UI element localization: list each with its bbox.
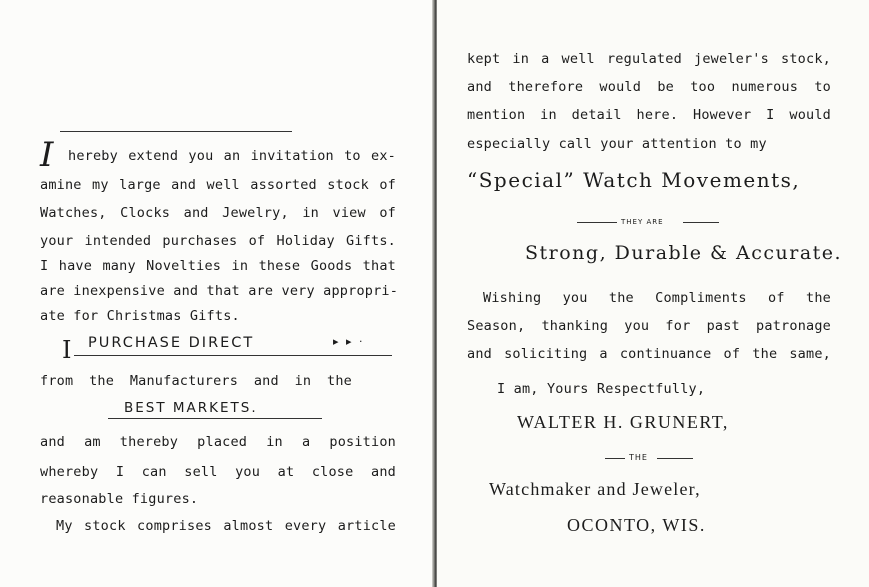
- manufacturers-line: from the Manufacturers and in the: [40, 373, 352, 389]
- wishing-line-1: Wishing you the Compliments of the: [483, 290, 831, 306]
- special-heading: “Special” Watch Movements,: [467, 168, 801, 192]
- right-page: [437, 0, 869, 587]
- purchase-arrows: ▸ ▸ ·: [333, 335, 365, 348]
- the-right-rule: [657, 458, 693, 459]
- they-are-left-rule: [577, 222, 617, 223]
- closing-line-1: and am thereby placed in a position: [40, 434, 396, 450]
- purchase-initial: I: [62, 336, 73, 364]
- wishing-line-2: Season, thanking you for past patronage: [467, 318, 831, 334]
- best-markets: BEST MARKETS.: [124, 400, 258, 416]
- intro-line-2: amine my large and well assorted stock of: [40, 177, 396, 193]
- intro-line-4: your intended purchases of Holiday Gifts.: [40, 233, 396, 249]
- purchase-underline: [74, 355, 392, 356]
- intro-line-1: hereby extend you an invitation to ex-: [68, 148, 396, 164]
- left-page: [0, 0, 433, 587]
- strong-heading: Strong, Durable & Accurate.: [525, 242, 843, 264]
- purchase-banner: PURCHASE DIRECT: [88, 335, 255, 351]
- top-line-3: mention in detail here. However I would: [467, 107, 831, 123]
- intro-line-6: are inexpensive and that are very appropri-: [40, 283, 399, 299]
- they-are-right-rule: [683, 222, 719, 223]
- wishing-line-3: and soliciting a continuance of the same,: [467, 346, 831, 362]
- top-line-4: especially call your attention to my: [467, 136, 767, 152]
- intro-line-5: I have many Novelties in these Goods that: [40, 258, 396, 274]
- signature-name: WALTER H. GRUNERT,: [517, 412, 729, 432]
- closing-line-2: whereby I can sell you at close and: [40, 464, 396, 480]
- drop-cap: I: [40, 135, 54, 175]
- intro-line-3: Watches, Clocks and Jewelry, in view of: [40, 205, 396, 221]
- best-markets-underline: [108, 418, 322, 419]
- location-line: OCONTO, WIS.: [567, 515, 706, 535]
- they-are: THEY ARE: [621, 218, 664, 226]
- top-line-1: kept in a well regulated jeweler's stock,: [467, 51, 831, 67]
- closing-line-3: reasonable figures.: [40, 491, 199, 507]
- top-rule: [60, 131, 292, 132]
- respectfully-line: I am, Yours Respectfully,: [497, 381, 706, 397]
- the-label: THE: [629, 453, 648, 462]
- stock-line: My stock comprises almost every article: [56, 518, 396, 534]
- intro-line-7: ate for Christmas Gifts.: [40, 308, 240, 324]
- trade-line: Watchmaker and Jeweler,: [489, 479, 701, 499]
- the-left-rule: [605, 458, 625, 459]
- top-line-2: and therefore would be too numerous to: [467, 79, 831, 95]
